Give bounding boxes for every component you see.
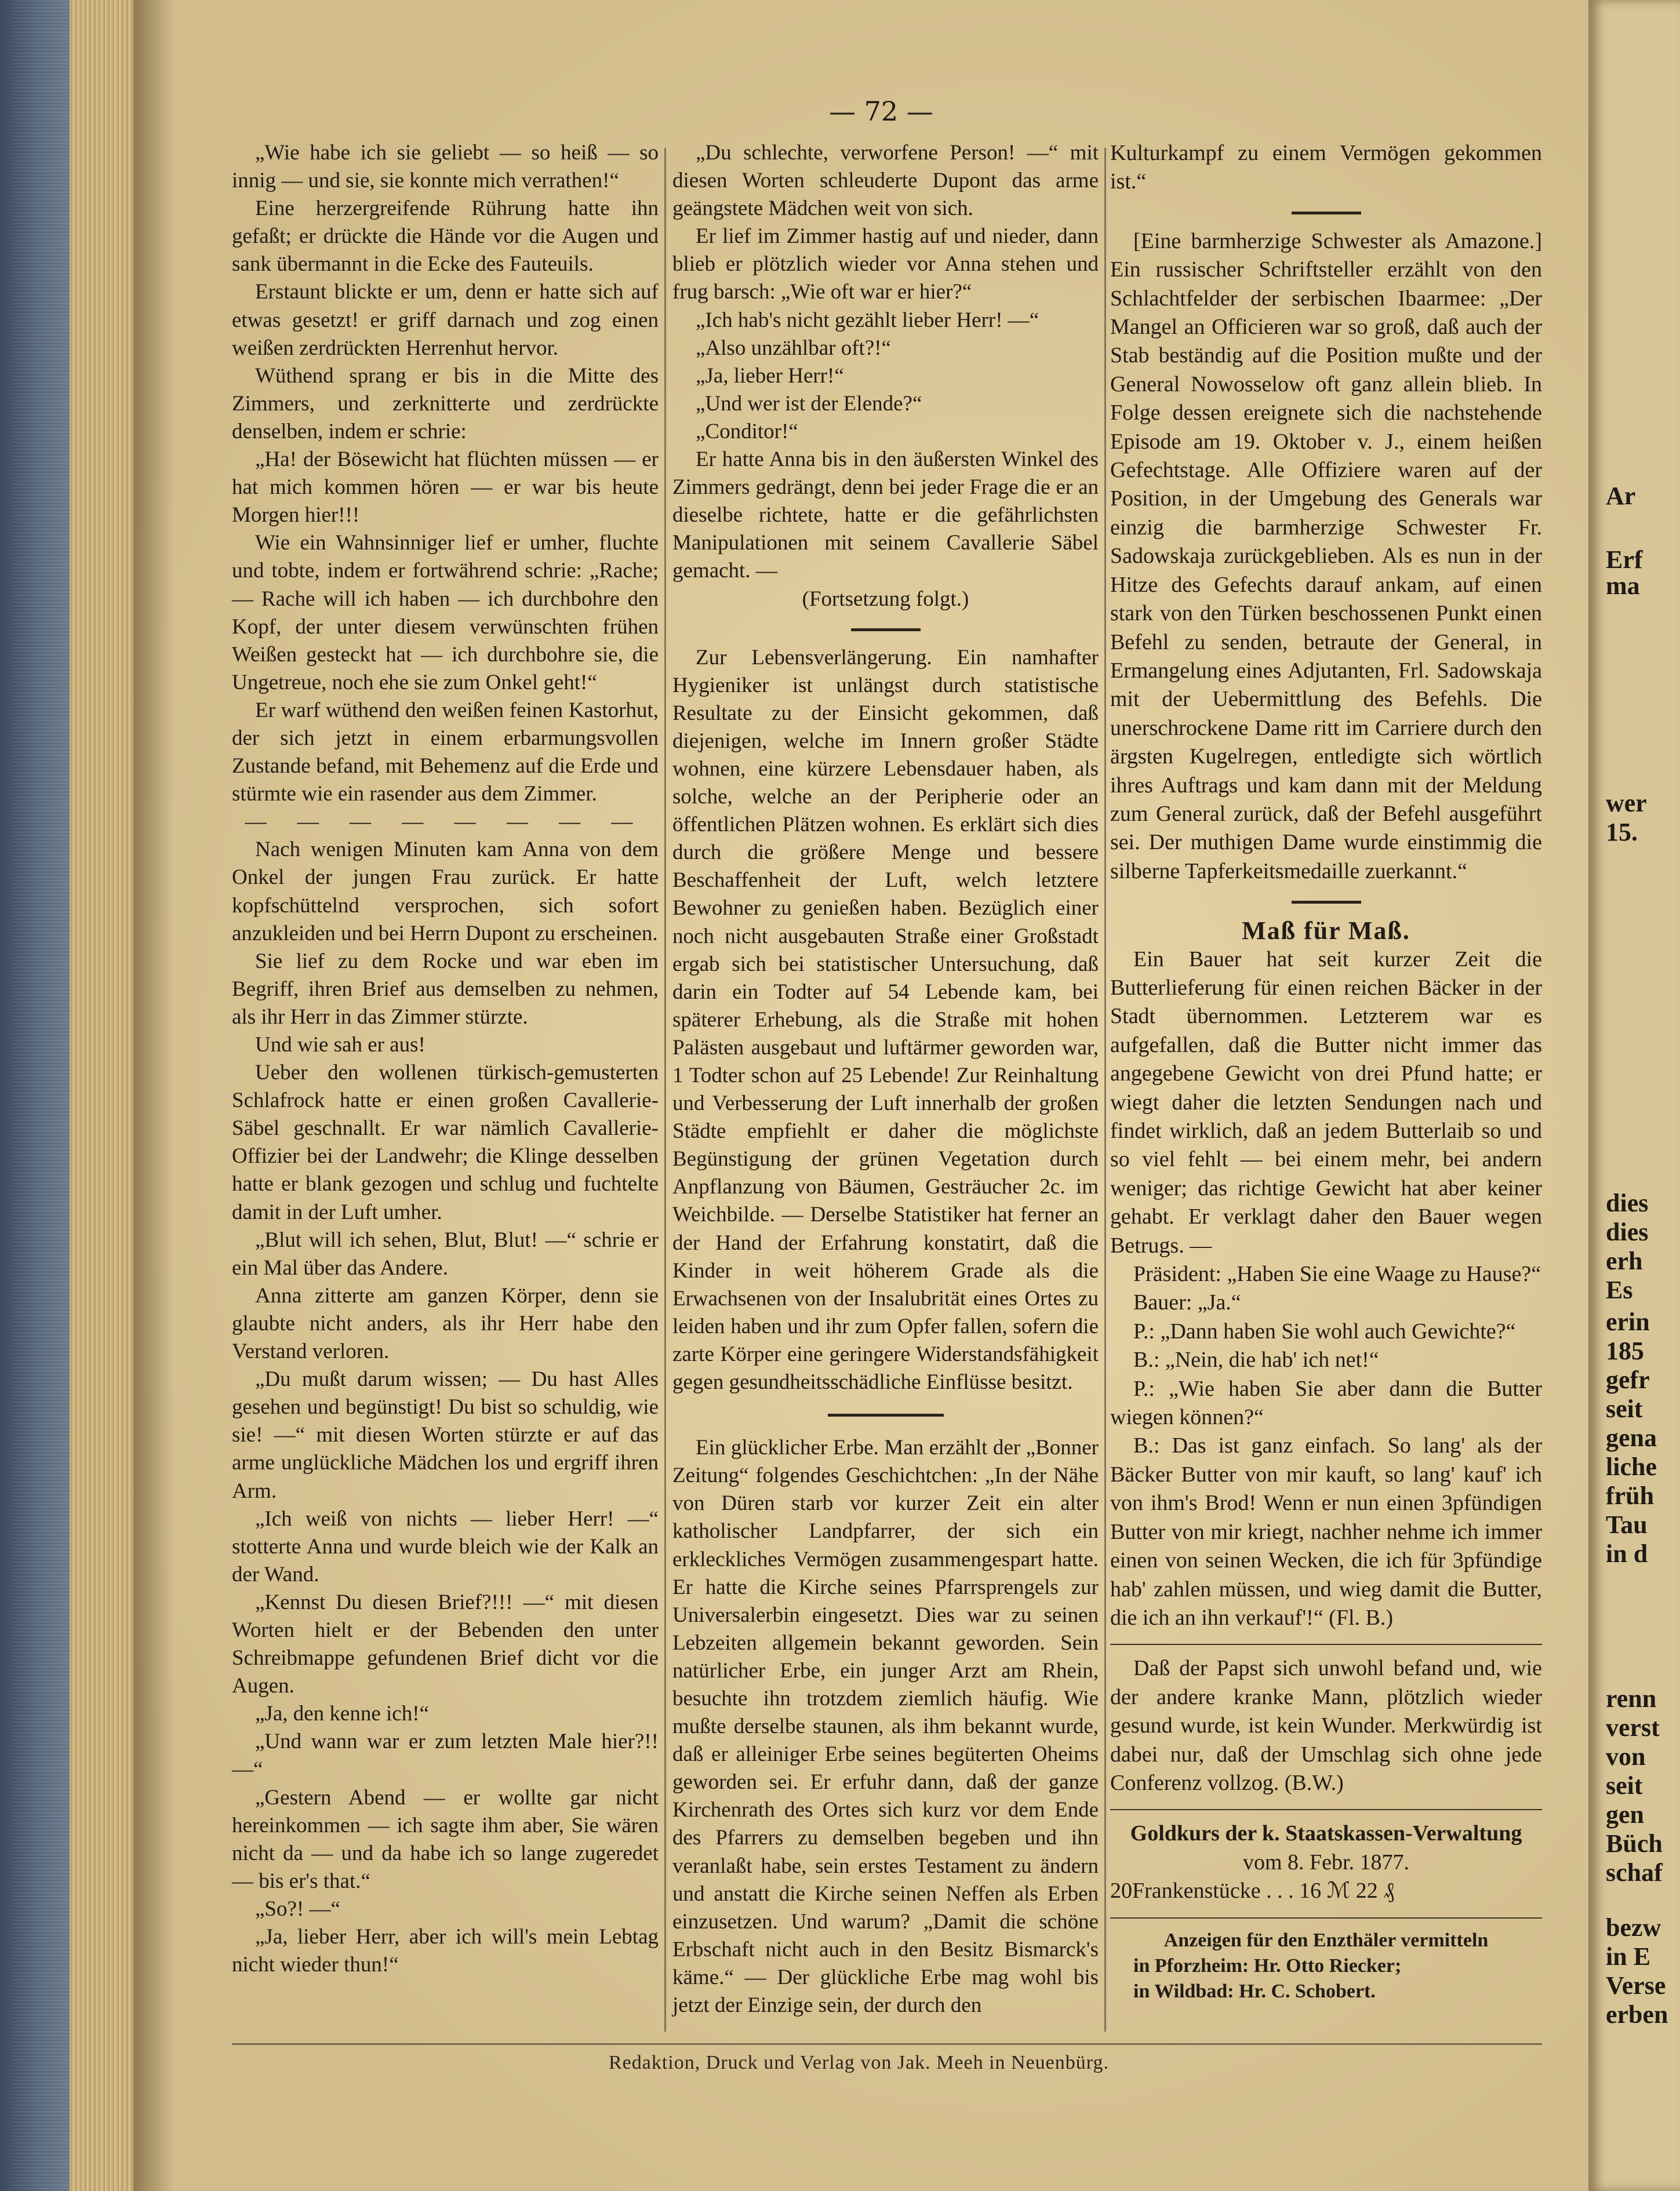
paragraph: „Ja, lieber Herr, aber ich will's mein Lebtag nicht wieder thun!“ [232,1925,659,1977]
paragraph: Er lief im Zimmer hastig auf und nieder, dann blieb er plötzlich wieder vor Anna stehen und frug barsch: „Wie oft war er hier?“ [672,224,1099,304]
paragraph: Ueber den wollenen türkisch-gemusterten Schlafrock hatte er einen großen Cavallerie-Säbel geschnallt. Er war nämlich Cavallerie-Offizier bei der Landwehr; die Klinge desselben hatte er blank gezogen und schlug und fuchtelte damit in der Luft umher. [232,1061,659,1224]
paragraph: „Ich hab's nicht gezählt lieber Herr! —“ [696,308,1039,332]
paragraph: B.: Das ist ganz einfach. So lang' als der Bäcker Butter von mir kauft, so lang' kauf' ich von ihm's Brod! Wenn er nun einen 3pfündigen Butter von mir kriegt, nachher nehme ich immer einen von seinen Wecken, die ich für 3pfündige hab' zahlen müssen, und wieg damit die Butter, die ich an ihn verkauf'!“ (Fl. B.) [1110,1433,1542,1630]
facing-page-text: Ar [1606,482,1636,510]
paragraph: „Also unzählbar oft?!“ [696,336,891,360]
paragraph: Anna zitterte am ganzen Körper, denn sie glaubte nicht anders, als ihr Herr habe den Verstand verloren. [232,1283,659,1364]
facing-page-text: seit [1606,1771,1643,1800]
paragraph: „Und wann war er zum letzten Male hier?!! —“ [232,1730,659,1782]
gutter-shadow [133,0,174,2191]
paragraph: Und wie sah er aus! [255,1033,426,1057]
article-heading: Maß für Maß. [1242,916,1410,945]
facing-page-text: erh [1606,1247,1643,1275]
facing-page-text: von [1606,1742,1646,1771]
facing-page-text: dies [1606,1189,1649,1217]
paragraph: „Du mußt darum wissen; — Du hast Alles gesehen und begünstigt! Du bist so schuldig, wie sie! —“ mit diesen Worten stürzte er auf das arme unglückliche Mädchen los und ergriff ihren Arm. [232,1367,659,1503]
facing-page-text: Verse [1606,1971,1666,2000]
column-rule-2 [1104,148,1106,2032]
paragraph: „Kennst Du diesen Brief?!!! —“ mit diesen Worten hielt er der Bebenden den unter Schreibmappe gefundenen Brief dicht vor die Augen. [232,1590,659,1698]
facing-page-text: Erf [1606,545,1643,574]
ads-row: in Wildbad: Hr. C. Schobert. [1133,1980,1376,2002]
divider [1110,1917,1542,1919]
paragraph: Kulturkampf zu einem Vermögen gekommen ist.“ [1110,141,1542,194]
facing-page-text: bezw [1606,1913,1661,1942]
paragraph: „Blut will ich sehen, Blut, Blut! —“ schrie er ein Mal über das Andere. [232,1228,659,1280]
paragraph: P.: „Wie haben Sie aber dann die Butter wiegen können?“ [1110,1376,1542,1430]
divider [1110,1809,1542,1810]
facing-page-text: seit [1606,1395,1643,1423]
paragraph: „Gestern Abend — er wollte gar nicht hereinkommen — ich sagte ihm aber, Sie wären nicht da — und da habe ich so lange zugeredet — bis er's that.“ [232,1785,659,1893]
section-dashes: — — — — — — — — [245,810,646,834]
paragraph: Wie ein Wahnsinniger lief er umher, fluchte und tobte, indem er fortwährend schrie: „Rache; — Rache will ich haben — ich durchbohre den Kopf, der unter diesem verwünschten frühen Weißen gesteckt hat — ich durchbohre sie, die Ungetreue, noch ehe sie zum Onkel geht!“ [232,531,659,694]
facing-page-text: liche [1606,1453,1657,1481]
facing-page-text: Tau [1606,1511,1648,1539]
facing-page-text: erben [1606,2000,1668,2029]
section-rule [1292,901,1361,904]
paragraph: Daß der Papst sich unwohl befand und, wie der andere kranke Mann, plötzlich wieder gesund wurde, ist kein Wunder. Merkwürdig ist dabei nur, daß der Umschlag sich ohne jede Conferenz vollzog. (B.W.) [1110,1656,1542,1795]
paragraph: „So?! —“ [255,1897,340,1921]
facing-page-text: Es [1606,1276,1633,1304]
paragraph: P.: „Dann haben Sie wohl auch Gewichte?“ [1133,1319,1516,1344]
facing-page-text: renn [1606,1684,1657,1713]
paragraph: Eine herzergreifende Rührung hatte ihn gefaßt; er drückte die Hände vor die Augen und sank übermannt in die Ecke des Fauteuils. [232,196,659,276]
facing-page-text: in E [1606,1942,1651,1971]
column-1 [232,139,659,1979]
paragraph: Nach wenigen Minuten kam Anna von dem Onkel der jungen Frau zurück. Er hatte kopfschüttelnd versprochen, sich sofort anzukleiden und bei Herrn Dupont zu erscheinen. [232,838,659,945]
paragraph: Er warf wüthend den weißen feinen Kastorhut, der sich jetzt in einem erbarmungsvollen Zustande befand, mit Behemenz auf die Erde und stürmte wie ein rasender aus dem Zimmer. [232,698,659,806]
gold-rate-title: Goldkurs der k. Staatskassen-Verwaltung [1130,1821,1522,1846]
paragraph: Er hatte Anna bis in den äußersten Winkel des Zimmers gedrängt, denn bei jeder Frage die er an dieselbe richtete, hatte er die gefährlichsten Manipulationen mit seinem Cavallerie Säbel gemacht. — [672,447,1099,583]
facing-page-text: in d [1606,1539,1648,1568]
divider [1110,1644,1542,1645]
section-rule [828,1414,944,1417]
ads-row: in Pforzheim: Hr. Otto Riecker; [1133,1955,1402,1977]
paragraph: Ein Bauer hat seit kurzer Zeit die Butterlieferung für einen reichen Bäcker in der Stadt übernommen. Letzterem war es aufgefallen, daß die Butter nicht immer das angegebene Gewicht von drei Pfund hatte; er wiegt daher die letzten Sendungen nach und findet wirklich, daß an jedem Butterlaib so und so viel fehlt — bei einem mehr, bei andern weniger; das richtige Gewicht hat aber keiner gehabt. Er verklagt daher den Bauer wegen Betrugs. — [1110,947,1542,1258]
paragraph: „Und wer ist der Elende?“ [696,391,922,416]
paragraph: Präsident: „Haben Sie eine Waage zu Hause?“ [1133,1262,1541,1287]
facing-page-fragment [1588,0,1680,2191]
gold-rate-row: 20Frankenstücke . . . 16 ℳ 22 ₰ [1110,1879,1395,1904]
ads-title: Anzeigen für den Enzthäler vermitteln [1163,1929,1489,1951]
paragraph: Zur Lebensverlängerung. Ein namhafter Hygieniker ist unlängst durch statistische Resultate zu der Einsicht gekommen, daß diejenigen, welche im Innern großer Städte wohnen, eine kürzere Lebensdauer haben, als solche, welche an der Peripherie oder an öffentlichen Plätzen wohnen. Es erklärt sich dies durch die größere Menge und bessere Beschaffenheit der Luft, welch letztere Bewohner zu genießen haben. Bezüglich einer noch nicht ausgebauten Straße einer Großstadt ergab sich bei statistischer Untersuchung, daß darin ein Todter auf 54 Lebende kam, bei späterer Erhebung, als die Straße mit hohen Palästen ausgebaut und luftärmer geworden war, 1 Todter schon auf 25 Lebende! Zur Reinhaltung und Verbesserung der Luft innerhalb der großen Städte empfiehlt er daher die möglichste Begünstigung der grünen Vegetation durch Anpflanzung von Bäumen, Gesträucher 2c. im Weichbilde. — Derselbe Statistiker hat ferner an der Hand der Erfahrung konstatirt, daß die Kinder in weit höherem Grade als die Erwachsenen von der Insalubrität eines Ortes zu leiden haben und ihr zum Opfer fallen, sofern die zarte Körper eine geringere Widerstandsfähigkeit gegen gesundheitsschädliche Einflüsse besitzt. [672,645,1099,1395]
facing-page-text: 185 [1606,1337,1644,1365]
paragraph: „Ha! der Bösewicht hat flüchten müssen — er hat mich kommen hören — er war bis heute Morgen hier!!! [232,447,659,527]
paragraph: „Wie habe ich sie geliebt — so heiß — so innig — und sie, sie konnte mich verrathen!“ [232,141,659,193]
paragraph: „Du schlechte, verworfene Person! —“ mit diesen Worten schleuderte Dupont das arme geängstete Mädchen weit von sich. [672,141,1099,221]
facing-page-text: wer [1606,789,1647,817]
facing-page-text: ma [1606,572,1640,600]
facing-page-text: erin [1606,1308,1650,1336]
facing-page-text: gen [1606,1800,1644,1829]
paragraph: [Eine barmherzige Schwester als Amazone.] Ein russischer Schriftsteller erzählt von den Schlachtfelder der serbischen Ibaarmee: „Der Mangel an Officieren war so groß, daß auch der Stab beständig auf die Position mußte und der General Nowosselow oft ganz allein blieb. In Folge dessen ereignete sich die nachstehende Episode am 19. Oktober v. J., einem heißen Gefechtstage. Alle Offiziere waren auf der Position, in der Umgebung des Generals war einzig die barmherzige Schwester Fr. Sadowskaja zurückgeblieben. Als es nun in der Hitze des Gefechts darauf ankam, auf einen stark von den Türken beschossenen Punkt einen Befehl zu senden, betraute der General, in Ermangelung eines Adjutanten, Frl. Sadowskaja mit der Uebermittlung des Befehls. Die unerschrockene Dame ritt im Carriere durch den ärgsten Kugelregen, entledigte sich wörtlich ihres Auftrags und kam dann mit der Meldung zum General zurück, daß der Befehl ausgeführt sei. Der muthigen Dame wurde einstimmig die silberne Tapferkeitsmedaille zuerkannt.“ [1110,228,1542,883]
imprint-footer: Redaktion, Druck und Verlag von Jak. Meeh in Neuenbürg. [609,2052,1109,2073]
paragraph: „Ich weiß von nichts — lieber Herr! —“ stotterte Anna und wurde bleich wie der Kalk an der Wand. [232,1506,659,1586]
paragraph: Erstaunt blickte er um, denn er hatte sich auf etwas gesetzt! er griff darnach und zog einen weißen zerdrückten Herrenhut hervor. [232,280,659,360]
facing-page-text: schaf [1606,1858,1663,1887]
column-3 [1110,139,1542,2004]
paragraph: B.: „Nein, die hab' ich net!“ [1133,1348,1379,1373]
centered-line: vom 8. Febr. 1877. [1242,1850,1410,1875]
page-number: — 72 — [829,96,933,127]
centered-line: (Fortsetzung folgt.) [802,587,969,611]
facing-page-text: Büch [1606,1829,1663,1858]
paragraph: „Ja, lieber Herr!“ [696,363,844,388]
paragraph: „Ja, den kenne ich!“ [255,1702,429,1726]
facing-page-text: verst [1606,1713,1660,1742]
section-rule [851,628,921,631]
paragraph: Bauer: „Ja.“ [1133,1290,1241,1315]
facing-page-text: gefr [1606,1366,1650,1394]
footer-rule [232,2043,1542,2045]
column-2 [672,139,1099,2019]
section-rule [1292,212,1361,214]
paragraph: Sie lief zu dem Rocke und war eben im Begriff, ihren Brief aus demselben zu nehmen, als ihr Herr in das Zimmer stürzte. [232,949,659,1029]
column-rule-1 [664,148,666,2032]
facing-page-text: 15. [1606,818,1638,846]
facing-page-text: dies [1606,1218,1649,1246]
facing-page-text: früh [1606,1482,1654,1510]
paragraph: Wüthend sprang er bis in die Mitte des Zimmers, und zerknitterte und zerdrückte denselben, indem er schrie: [232,363,659,443]
paragraph: Ein glücklicher Erbe. Man erzählt der „Bonner Zeitung“ folgendes Geschichtchen: „In der Nähe von Düren starb vor kurzer Zeit ein alter katholischer Landpfarrer, der sich ein erkleckliches Vermögen zusammengespart hatte. Er hatte die Kirche seines Pfarrsprengels zur Universalerbin eingesetzt. Dies war zu seinen Lebzeiten allgemein bekannt geworden. Sein natürlicher Erbe, ein junger Arzt am Rhein, besuchte ihn trotzdem ziemlich häufig. Wie mußte derselbe staunen, als ihm bekannt wurde, daß er alleiniger Erbe seines begüterten Oheims geworden sei. Er erfuhr dann, daß der ganze Kirchenrath des Ortes sich kurz vor dem Ende des Pfarrers zu demselben begeben und ihn veranlaßt habe, sein erstes Testament zu ändern und anstatt die Kirche seinen Neffen als Erben einzusetzen. Und warum? „Damit die schöne Erbschaft nicht auch in den Besitz Bismarck's käme.“ — Der glückliche Erbe mag wohl bis jetzt der Einzige sein, der durch den [672,1436,1099,2017]
facing-page-text: gena [1606,1424,1657,1452]
binding-cloth [12,0,75,2191]
paragraph: „Conditor!“ [696,419,798,443]
